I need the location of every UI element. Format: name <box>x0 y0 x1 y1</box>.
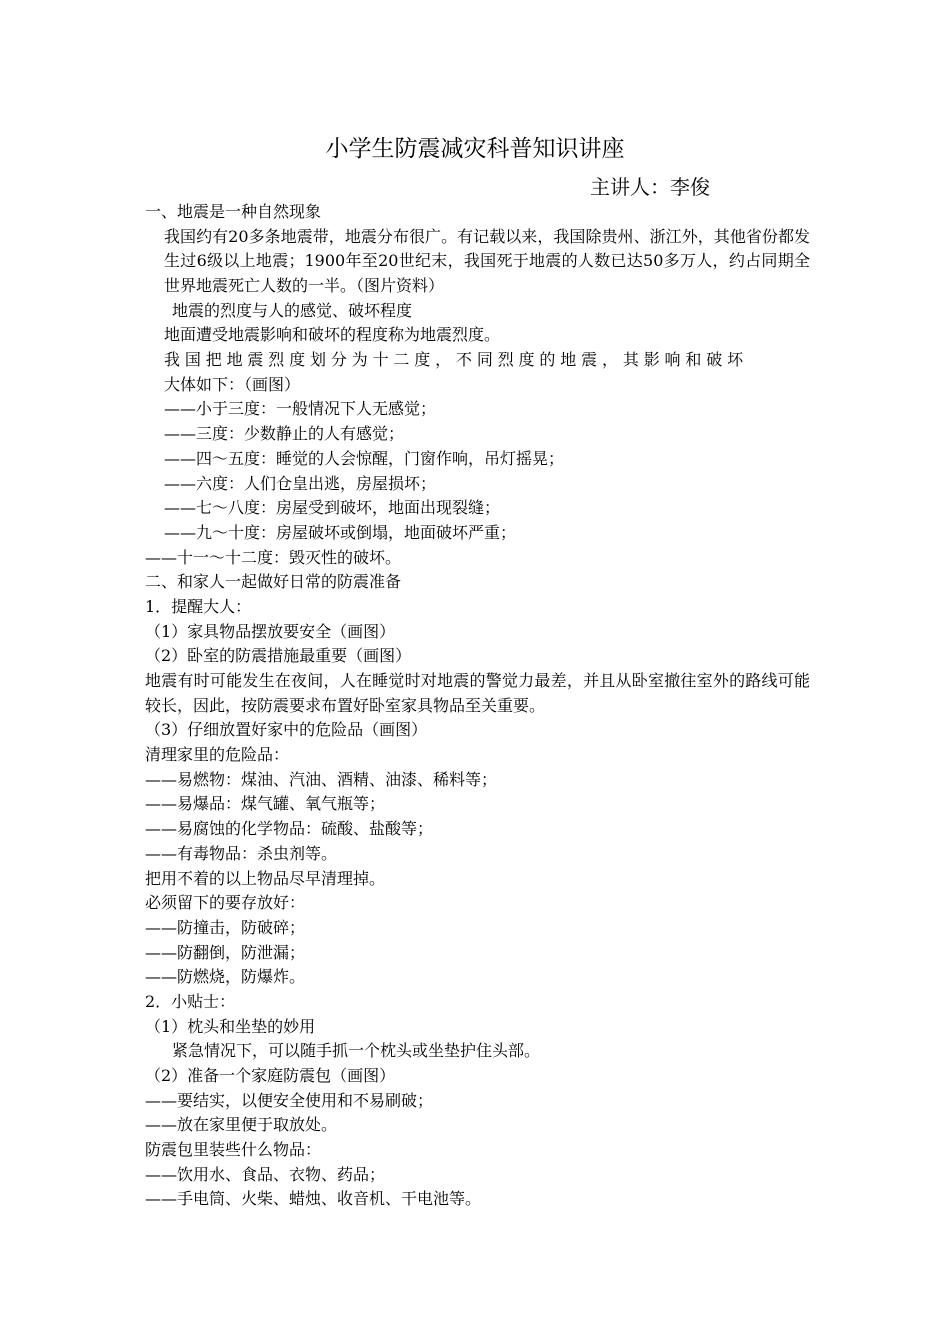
subheading: 1．提醒大人： <box>145 596 252 616</box>
subheading: （3）仔细放置好家中的危险品（画图） <box>145 720 428 740</box>
document-title: 小学生防震减灾科普知识讲座 <box>325 136 625 162</box>
list-item: ——十一～十二度：毁灭性的破坏。 <box>145 547 402 567</box>
subheading: （1）枕头和坐垫的妙用 <box>145 1016 316 1036</box>
list-item: ——防燃烧，防爆炸。 <box>145 967 306 987</box>
list-item: ——小于三度：一般情况下人无感觉； <box>164 399 437 419</box>
paragraph: 把用不着的以上物品尽早清理掉。 <box>145 868 386 888</box>
subheading: 地震的烈度与人的感觉、破坏程度 <box>172 300 413 320</box>
paragraph: 紧急情况下，可以随手抓一个枕头或坐垫护住头部。 <box>172 1041 541 1061</box>
subheading: （2）准备一个家庭防震包（画图） <box>145 1066 396 1086</box>
list-item: ——六度：人们仓皇出逃，房屋损坏； <box>164 473 437 493</box>
document-body <box>145 200 810 1212</box>
list-item: ——防撞击，防破碎； <box>145 917 306 937</box>
list-item: ——七～八度：房屋受到破坏，地面出现裂缝； <box>164 498 501 518</box>
list-item: ——九～十度：房屋破坏或倒塌，地面破坏严重； <box>164 522 517 542</box>
subheading: （2）卧室的防震措施最重要（画图） <box>145 646 412 666</box>
list-item: ——放在家里便于取放处。 <box>145 1115 338 1135</box>
paragraph <box>145 348 810 397</box>
list-item: ——四～五度：睡觉的人会惊醒，门窗作响，吊灯摇晃； <box>164 448 565 468</box>
subheading: （1）家具物品摆放要安全（画图） <box>145 621 396 641</box>
section-heading: 一、地震是一种自然现象 <box>145 202 322 221</box>
paragraph-part: 我国把地震烈度划分为十二度，不同烈度的地震，其影响和破坏 <box>164 350 748 370</box>
subheading: 2．小贴士： <box>145 991 236 1011</box>
list-item: ——要结实，以便安全使用和不易刷破； <box>145 1090 434 1110</box>
paragraph: 地震有时可能发生在夜间，人在睡觉时对地震的警觉力最差，并且从卧室撤往室外的路线可能较长，因此，按防震要求布置好卧室家具物品至关重要。 <box>145 671 810 715</box>
paragraph: 地面遭受地震影响和破坏的程度称为地震烈度。 <box>164 325 501 345</box>
paragraph: 清理家里的危险品： <box>145 745 290 765</box>
list-item: ——易燃物：煤油、汽油、酒精、油漆、稀料等； <box>145 769 498 789</box>
list-item: ——饮用水、食品、衣物、药品； <box>145 1164 386 1184</box>
list-item: ——三度：少数静止的人有感觉； <box>164 424 405 444</box>
list-item: ——防翻倒，防泄漏； <box>145 942 306 962</box>
speaker-line: 主讲人：李俊 <box>590 175 710 199</box>
list-item: ——易爆品：煤气罐、氧气瓶等； <box>145 794 386 814</box>
paragraph-part: 大体如下：（画图） <box>164 374 301 394</box>
section-heading: 二、和家人一起做好日常的防震准备 <box>145 572 402 592</box>
paragraph: 防震包里装些什么物品： <box>145 1140 322 1160</box>
paragraph: 我国约有20多条地震带，地震分布很广。有记载以来，我国除贵州、浙江外，其他省份都发生过6级以上地震；1900年至20世纪末，我国死于地震的人数已达50多万人，约占同期全世界地震死亡人数的一半。（图片资料） <box>164 226 810 296</box>
list-item: ——手电筒、火柴、蜡烛、收音机、干电池等。 <box>145 1189 482 1209</box>
paragraph: 必须留下的要存放好： <box>145 893 306 913</box>
list-item: ——易腐蚀的化学物品：硫酸、盐酸等； <box>145 819 434 839</box>
list-item: ——有毒物品：杀虫剂等。 <box>145 843 338 863</box>
